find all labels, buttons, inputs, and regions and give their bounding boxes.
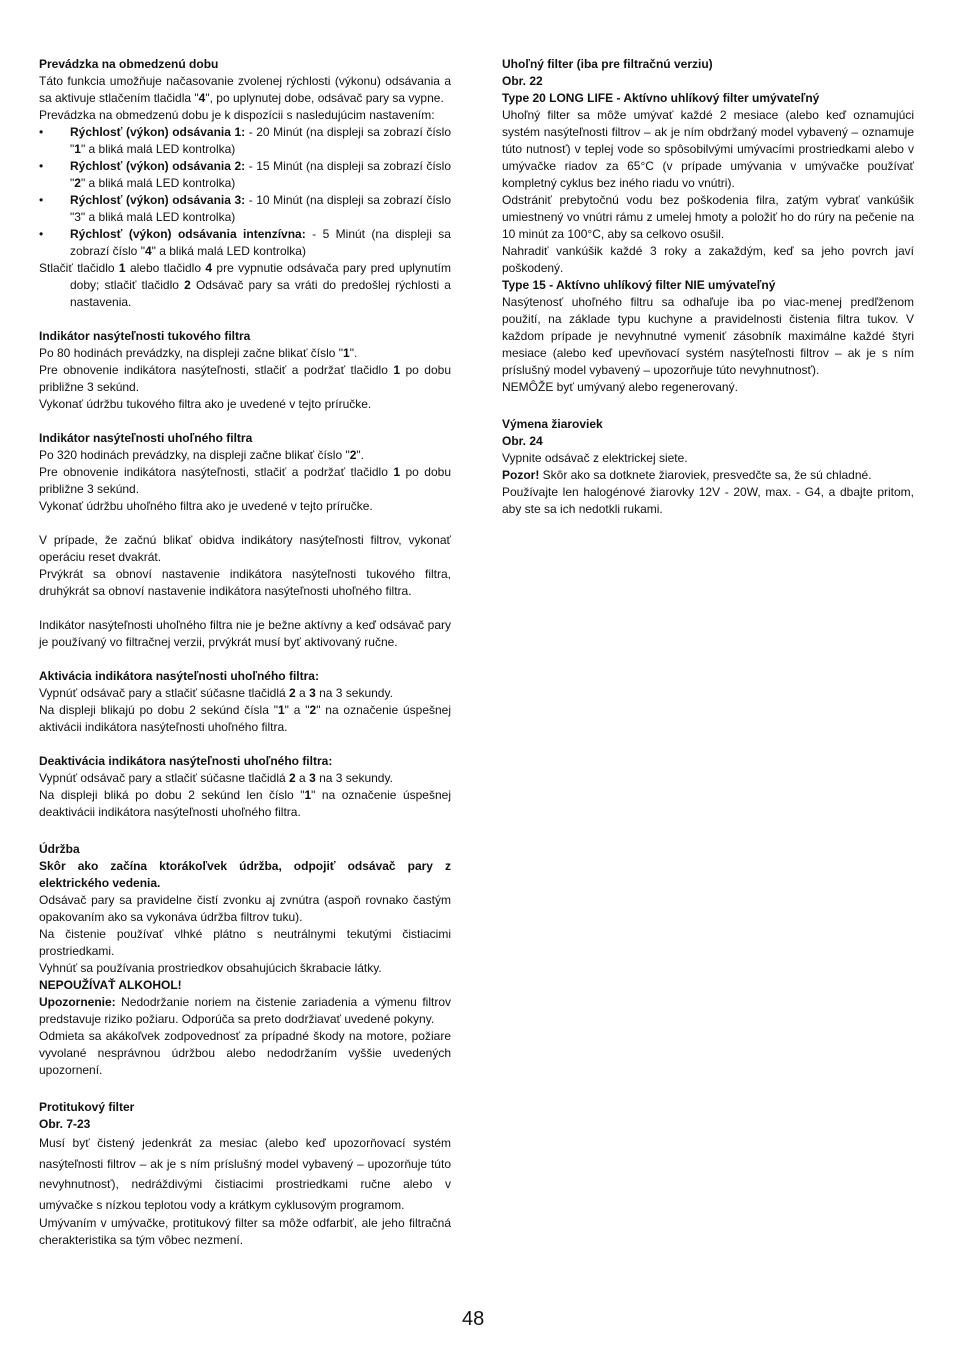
paragraph: Na displeji bliká po dobu 2 sekúnd len číslo "1" na označenie úspešnej deaktivácii indikátora nasýteľnosti uhoľného filtra. [39,788,451,819]
section-heading: Údržba [39,842,80,856]
list-item: • Rýchlosť (výkon) odsávania 3: - 10 Minút (na displeji sa zobrazí číslo "3" a bliká malá LED kontrolka) [39,193,452,224]
paragraph: Na čistenie používať vlhké plátno s neutrálnymi tekutými čistiacimi prostriedkami. [39,927,451,958]
paragraph: Odmieta sa akákoľvek zodpovednosť za prípadné škody na motore, požiare vyvolané nesprávnou údržbou alebo nedodržaním vyššie uvedených upozornení. [39,1029,451,1077]
paragraph: Vykonať údržbu uhoľného filtra ako je uvedené v tejto príručke. [39,499,373,513]
paragraph: Pre obnovenie indikátora nasýteľnosti, stlačiť a podržať tlačidlo 1 po dobu približne 3 sekúnd. [39,363,451,394]
bullet: • [39,125,44,139]
list-item: • Rýchlosť (výkon) odsávania 2: - 15 Minút (na displeji sa zobrazí číslo "2" a bliká malá LED kontrolka) [39,159,452,190]
paragraph: Na displeji blikajú po dobu 2 sekúnd čísla "1" a "2" na označenie úspešnej aktivácii indikátora nasýteľnosti uhoľného filtra. [39,703,452,734]
section-heading: Indikátor nasýteľnosti tukového filtra [39,329,251,343]
paragraph: Odsávač pary sa pravidelne čistí zvonku aj zvnútra (aspoň rovnako častým opakovaním ako sa vykonáva údržba filtrov tuku). [39,893,451,924]
paragraph: Stlačiť tlačidlo 1 alebo tlačidlo 4 pre vypnutie odsávača pary pred uplynutím doby; stlačiť tlačidlo 2 Odsávač pary sa vráti do predošlej rýchlosti a nastavenia. [39,261,451,309]
paragraph: Vypnite odsávač z elektrickej siete. [502,451,688,465]
section-heading: Deaktivácia indikátora nasýteľnosti uhoľného filtra: [39,754,333,768]
subheading: Type 15 - Aktívno uhlíkový filter NIE umývateľný [502,278,776,292]
paragraph: Vyhnúť sa používania prostriedkov obsahujúcich škrabacie látky. [39,961,382,975]
subheading: Type 20 LONG LIFE - Aktívno uhlíkový filter umývateľný [502,91,820,105]
paragraph: Odstrániť prebytočnú vodu bez poškodenia filra, zatým vybrať vankúšik umiestnený vo vnútri rámu z umelej hmoty a položiť ho do rúry na pečenie na 10 minút za 100°C, aby sa celkovo osušil. [502,193,914,241]
section-heading: Aktivácia indikátora nasýteľnosti uhoľného filtra: [39,669,319,683]
alcohol-warning: NEPOUŽÍVAŤ ALKOHOL! [39,978,182,992]
paragraph: Pozor! Skôr ako sa dotknete žiaroviek, presvedčte sa, že sú chladné. [502,468,872,482]
paragraph: Pre obnovenie indikátora nasýteľnosti, stlačiť a podržať tlačidlo 1 po dobu približne 3 sekúnd. [39,465,451,496]
paragraph: NEMÔŽE byť umývaný alebo regenerovaný. [502,380,738,394]
paragraph: Indikátor nasýteľnosti uhoľného filtra nie je bežne aktívny a keď odsávač pary je používaný vo filtračnej verzii, prvýkrát musí byť aktivovaný ručne. [39,618,451,649]
figure-reference: Obr. 24 [502,434,543,448]
paragraph: Po 320 hodinách prevádzky, na displeji začne blikať číslo "2". [39,448,364,462]
section-bulb-replacement [502,416,914,518]
paragraph: Nasýtenosť uhoľného filtru sa odhaľuje iba po viac-menej predľženom použití, na základe typu kuchyne a pravidelnosti čistenia filtra tukov. V každom prípade je nevyhnutné vymeniť zásobník maximálne každé štyri mesiace (alebo keď upevňovací systém nasýteľnosti filtrov – ak je s ním príslušný model vybavený – upozorňuje túto nevyhnutnosť). [502,295,914,377]
paragraph: Nahradiť vankúšik každé 3 roky a zakaždým, keď sa jeho povrch javí poškodený. [502,244,914,275]
section-timed-operation [39,56,451,311]
section-charcoal-filter-indicator [39,430,451,515]
section-indicator-note [39,617,451,651]
section-heading: Protitukový filter [39,1100,135,1114]
section-maintenance [39,841,451,1079]
paragraph: Vykonať údržbu tukového filtra ako je uvedené v tejto príručke. [39,397,372,411]
paragraph: Vypnúť odsávač pary a stlačiť súčasne tlačidlá 2 a 3 na 3 sekundy. [39,686,393,700]
bullet: • [39,193,44,207]
section-heading: Prevádzka na obmedzenú dobu [39,57,219,71]
paragraph: Prvýkrát sa obnoví nastavenie indikátora nasýteľnosti tukového filtra, druhýkrát sa obnoví nastavenie indikátora nasýteľnosti uhoľného filtra. [39,567,451,598]
paragraph: Po 80 hodinách prevádzky, na displeji začne blikať číslo "1". [39,346,358,360]
paragraph: Táto funkcia umožňuje načasovanie zvolenej rýchlosti (výkonu) odsávania a sa aktivuje stlačením tlačidla "4", po uplynutej dobe, odsávač pary sa vypne. [39,74,451,105]
warning-text: Skôr ako začína ktorákoľvek údržba, odpojiť odsávač pary z elektrického vedenia. [39,859,451,890]
paragraph: V prípade, že začnú blikať obidva indikátory nasýteľnosti filtrov, vykonať operáciu reset dvakrát. [39,533,451,564]
section-grease-filter-indicator [39,328,451,413]
bullet: • [39,159,44,173]
paragraph: Uhoľný filter sa môže umývať každé 2 mesiace (alebo keď oznamujúci systém nasýteľnosti filtrov – ak je ním obdržaný model vybavený – oznamuje túto nutnosť) v teplej vode so spôsobilvými umývacími prostriedkami alebo v umývačke riadov za 65°C (v prípade umývania v umývačke používať kompletný cyklus bez iného riadu vo vnútri). [502,108,914,190]
paragraph: Upozornenie: Nedodržanie noriem na čistenie zariadenia a výmenu filtrov predstavuje riziko požiaru. Odporúča sa preto dodržiavať uvedené pokyny. [39,995,451,1026]
section-heading: Uhoľný filter (iba pre filtračnú verziu) [502,57,713,71]
paragraph: Prevádzka na obmedzenú dobu je k dispozícii s nasledujúcim nastavením: [39,108,435,122]
speed-list [39,124,451,260]
section-heading: Indikátor nasýteľnosti uhoľného filtra [39,431,253,445]
left-column [39,56,451,1249]
figure-reference: Obr. 7-23 [39,1117,91,1131]
paragraph: Vypnúť odsávač pary a stlačiť súčasne tlačidlá 2 a 3 na 3 sekundy. [39,771,393,785]
right-column [502,56,914,518]
section-grease-filter [39,1099,451,1249]
paragraph: Musí byť čistený jedenkrát za mesiac (alebo keď upozorňovací systém nasýteľnosti filtrov – ak je s ním príslušný model vybavený – upozorňuje túto nevyhnutnosť), nedráždivými čistiacimi prostriedkami ručne alebo v umývačke s nízkou teplotou vody a krátkym cyklusovým programom. [39,1136,451,1212]
paragraph: Umývaním v umývačke, protitukový filter sa môže odfarbiť, ale jeho filtračná cherakteristika sa tým vôbec nezmení. [39,1216,451,1247]
page-number: 48 [462,1308,485,1330]
bullet: • [39,227,44,241]
section-heading: Výmena žiaroviek [502,417,603,431]
section-indicator-activation [39,668,451,736]
paragraph: Používajte len halogénové žiarovky 12V - 20W, max. - G4, a dbajte pritom, aby ste sa ich nedotkli rukami. [502,485,914,516]
section-indicator-deactivation [39,753,451,821]
section-both-indicators [39,532,451,600]
figure-reference: Obr. 22 [502,74,543,88]
list-item: • Rýchlosť (výkon) odsávania 1: - 20 Minút (na displeji sa zobrazí číslo "1" a bliká malá LED kontrolka) [39,125,452,156]
list-item: • Rýchlosť (výkon) odsávania intenzívna: - 5 Minút (na displeji sa zobrazí číslo "4" a bliká malá LED kontrolka) [39,227,451,258]
section-charcoal-filter [502,56,914,396]
